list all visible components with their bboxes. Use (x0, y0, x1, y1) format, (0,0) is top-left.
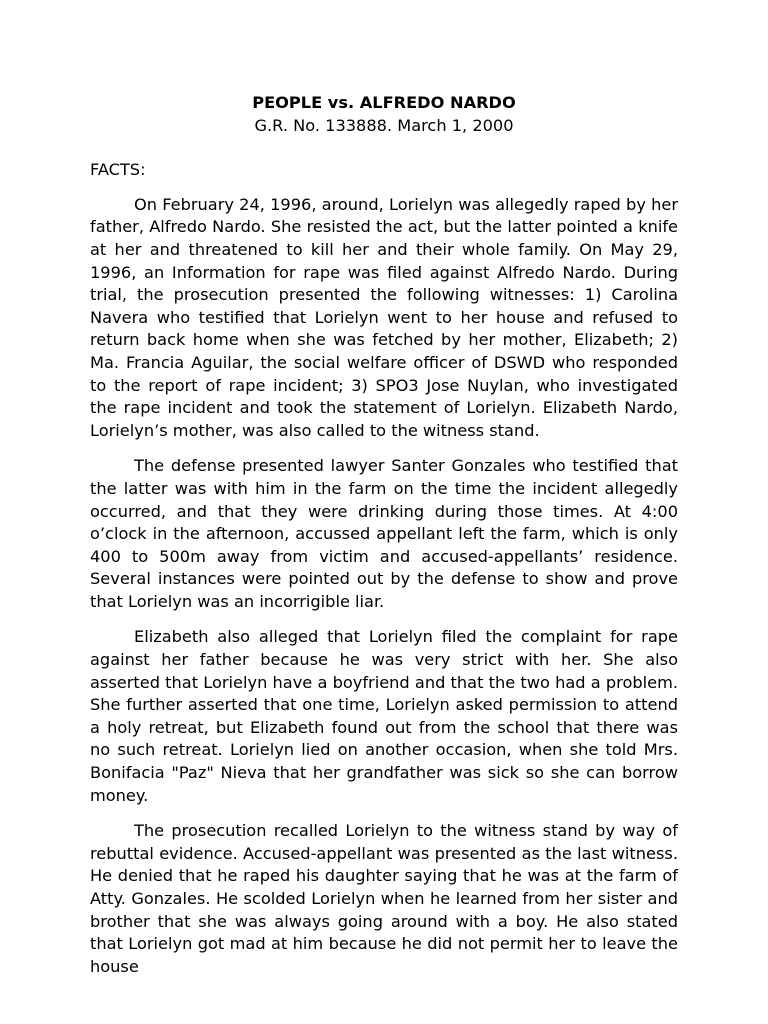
paragraph-incident-and-prosecution: On February 24, 1996, around, Lorielyn was allegedly raped by her father, Alfredo Nardo. She resisted the act, but the latter pointed a knife at her and threatened to kill her and their whole family. On May 29, 1996, an Information for rape was filed against Alfredo Nardo. During trial, the prosecution presented the following witnesses: 1) Carolina Navera who testified that Lorielyn went to her house and refused to return back home when she was fetched by her mother, Elizabeth; 2) Ma. Francia Aguilar, the social welfare officer of DSWD who responded to the report of rape incident; 3) SPO3 Jose Nuylan, who investigated the rape incident and took the statement of Lorielyn. Elizabeth Nardo, Lorielyn’s mother, was also called to the witness stand. (90, 194, 678, 440)
paragraph-elizabeth-allegations: Elizabeth also alleged that Lorielyn filed the complaint for rape against her father because he was very strict with her. She also asserted that Lorielyn have a boyfriend and that the two had a problem. She further asserted that one time, Lorielyn asked permission to attend a holy retreat, but Elizabeth found out from the school that there was no such retreat. Lorielyn lied on another occasion, when she told Mrs. Bonifacia "Paz" Nieva that her grandfather was sick so she can borrow money. (90, 627, 678, 805)
case-citation: G.R. No. 133888. March 1, 2000 (254, 115, 514, 135)
case-title: PEOPLE vs. ALFREDO NARDO (252, 93, 516, 112)
section-heading-facts: FACTS: (90, 160, 146, 180)
document-body (90, 92, 678, 991)
paragraph-defense-witness: The defense presented lawyer Santer Gonzales who testified that the latter was with him in the farm on the time the incident allegedly occurred, and that they were drinking during those times. At 4:00 o’clock in the afternoon, accussed appellant left the farm, which is only 400 to 500m away from victim and accused-appellants’ residence. Several instances were pointed out by the defense to show and prove that Lorielyn was an incorrigible liar. (90, 456, 678, 611)
paragraph-rebuttal-evidence: The prosecution recalled Lorielyn to the witness stand by way of rebuttal evidence. Accused-appellant was presented as the last witness. He denied that he raped his daughter saying that he was at the farm of Atty. Gonzales. He scolded Lorielyn when he learned from her sister and brother that she was always going around with a boy. He also stated that Lorielyn got mad at him because he did not permit her to leave the house (90, 821, 678, 976)
